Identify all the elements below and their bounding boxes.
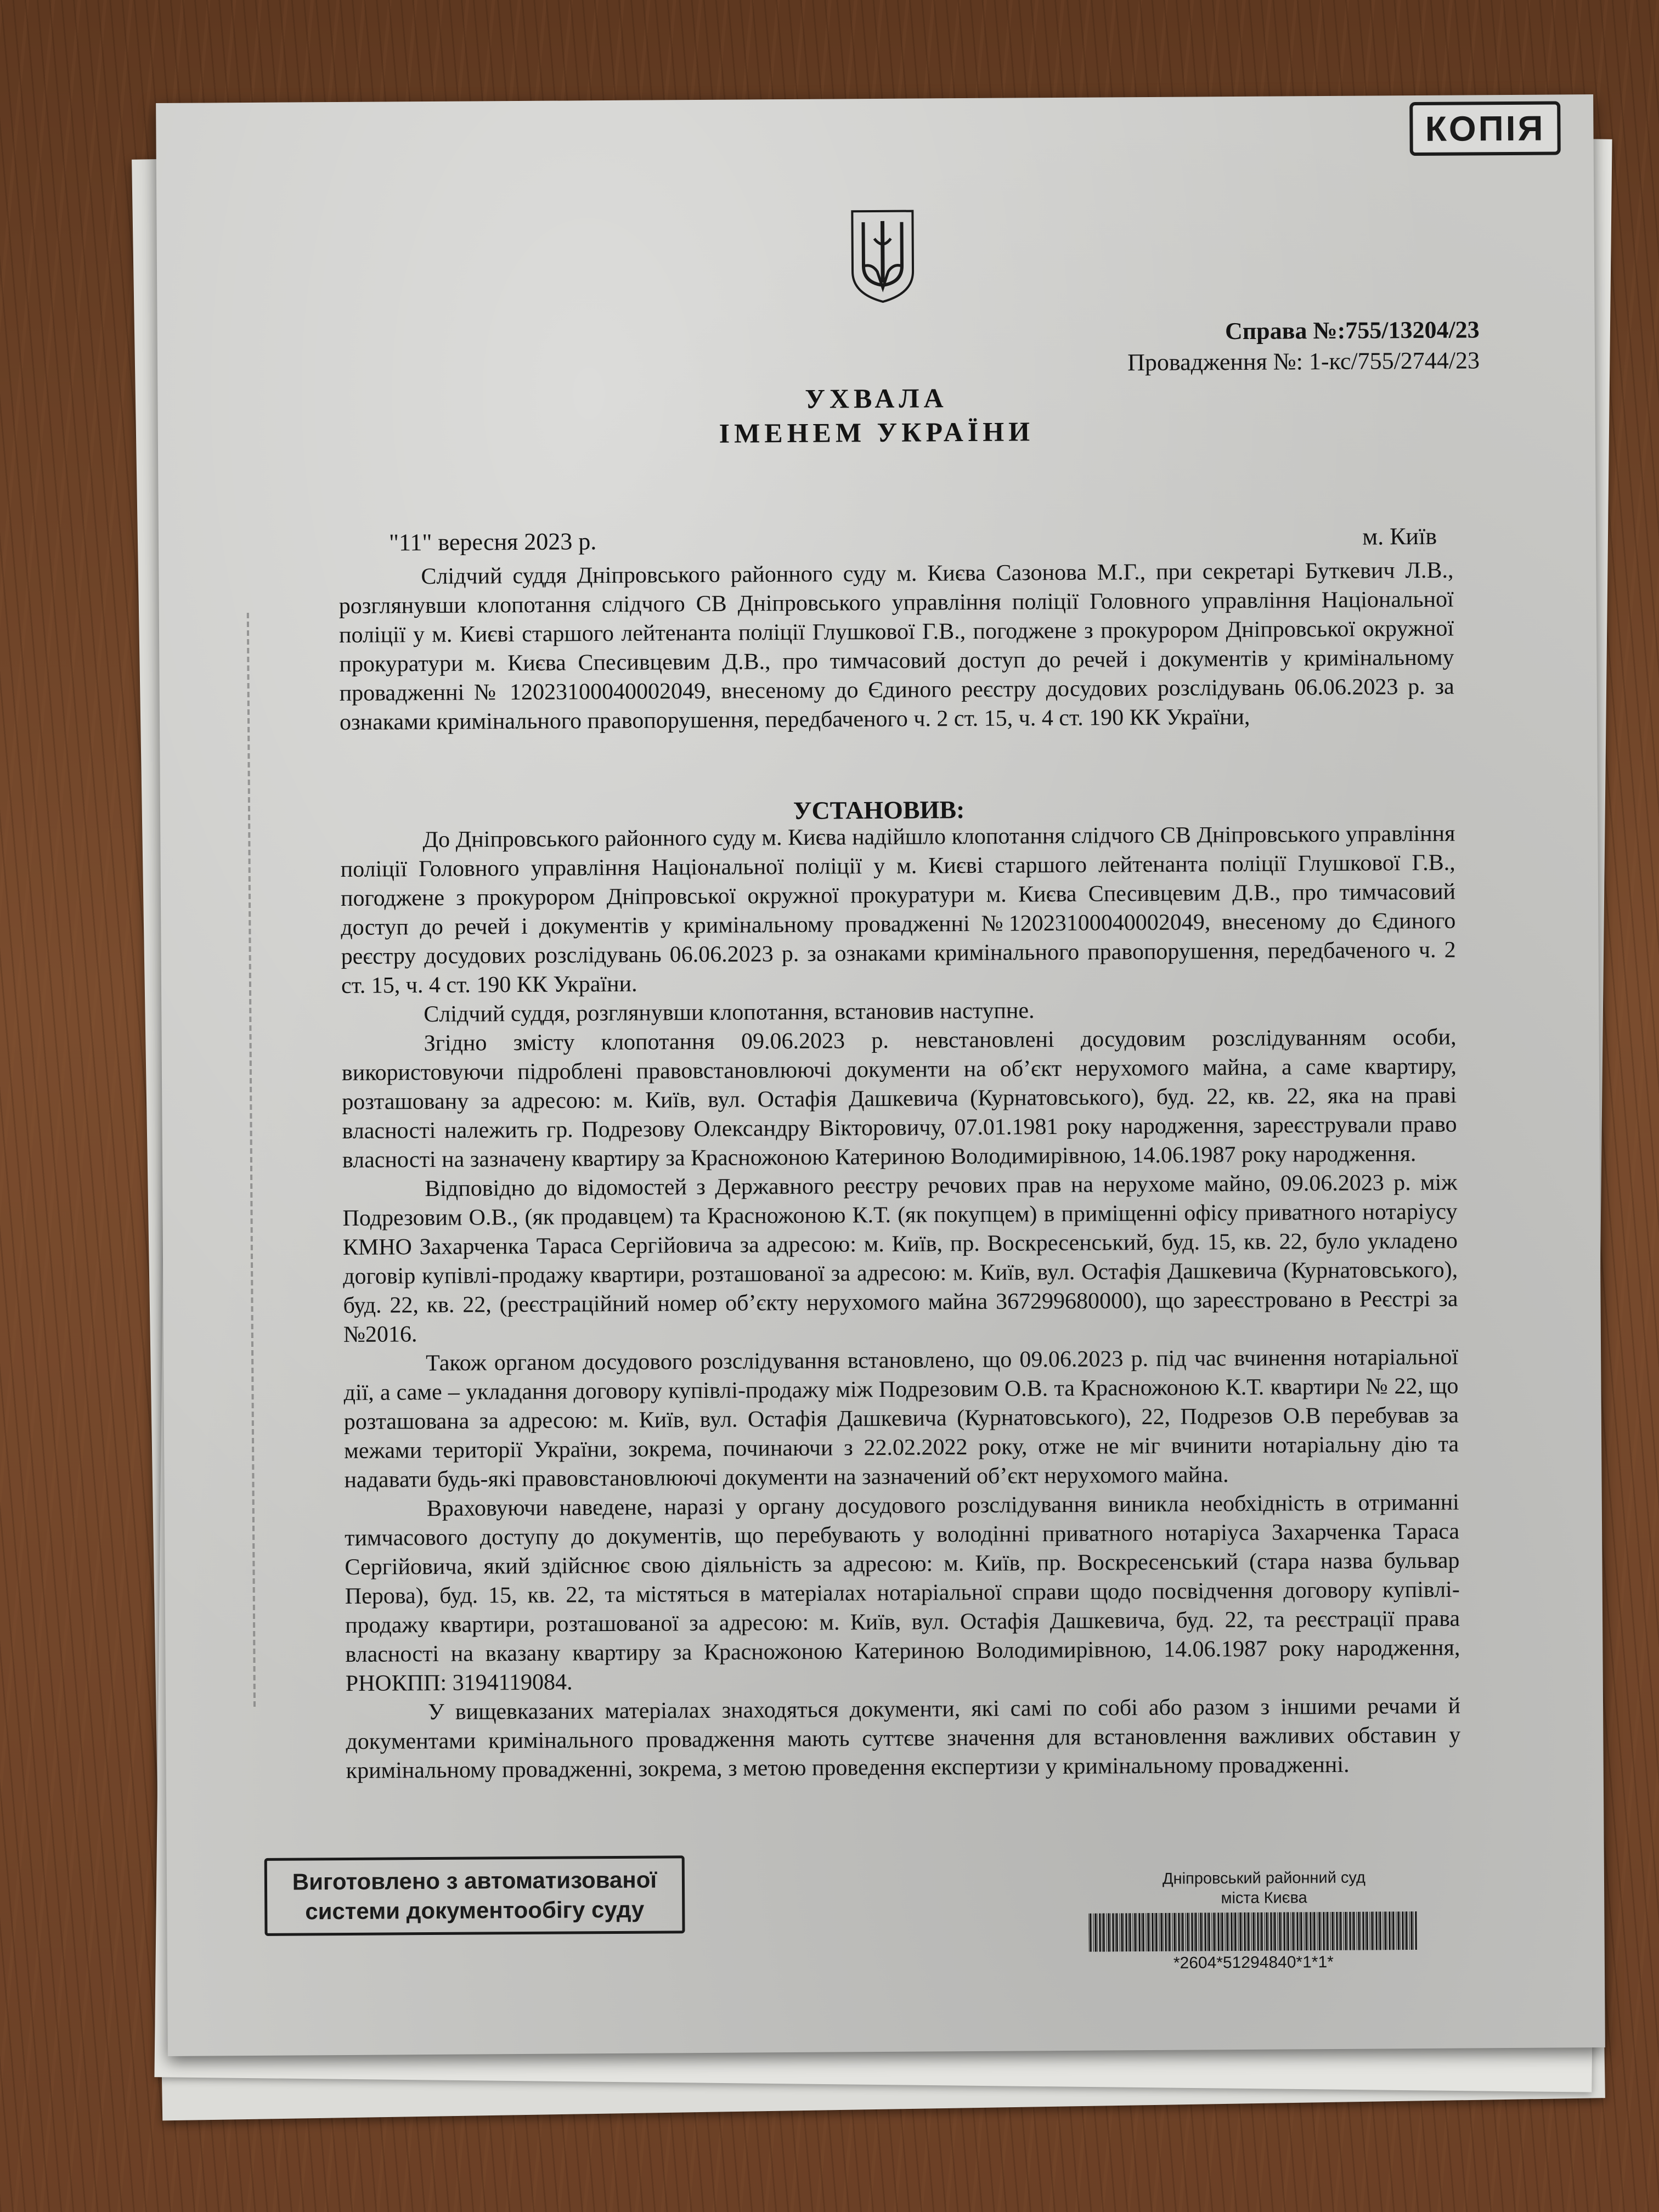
barcode-bar [1402, 1911, 1403, 1950]
document-title [157, 377, 1595, 454]
barcode-bar [1141, 1913, 1142, 1951]
barcode-bar [1204, 1912, 1206, 1951]
barcode-bar [1116, 1913, 1118, 1951]
barcode-bar [1108, 1913, 1109, 1951]
barcode-bar [1415, 1911, 1417, 1950]
barcode-bar [1406, 1911, 1407, 1950]
barcode-bar [1217, 1912, 1219, 1951]
barcode-bar [1252, 1912, 1254, 1951]
barcode-bar [1277, 1912, 1278, 1951]
barcode-bar [1389, 1911, 1390, 1950]
court-city: міста Києва [1221, 1889, 1307, 1908]
established-heading: УСТАНОВИВ: [793, 795, 965, 825]
barcode-bar [1343, 1912, 1344, 1950]
barcode-bar [1283, 1912, 1285, 1951]
court-name: Дніпровський районний суд [1162, 1869, 1366, 1888]
barcode-bar [1270, 1912, 1272, 1951]
barcode-bar [1373, 1912, 1374, 1950]
barcode-bar [1378, 1911, 1379, 1950]
barcode-bar [1349, 1912, 1351, 1950]
barcode-bar [1379, 1911, 1381, 1950]
date-line [389, 522, 1437, 557]
barcode-bar [1325, 1912, 1326, 1950]
barcode-bar [1187, 1913, 1188, 1951]
barcode-bar [1323, 1912, 1324, 1950]
barcode-bar [1305, 1912, 1307, 1950]
barcode-bar [1257, 1912, 1259, 1951]
barcode-bar [1296, 1912, 1298, 1950]
barcode-bar [1173, 1913, 1175, 1951]
barcode-bar [1233, 1912, 1234, 1951]
barcode-bar [1123, 1913, 1124, 1951]
barcode-bar [1290, 1912, 1291, 1950]
barcode-bar [1213, 1912, 1215, 1951]
barcode-bar [1125, 1913, 1127, 1951]
barcode-bar [1264, 1912, 1265, 1951]
barcode-bar [1221, 1912, 1223, 1951]
barcode-bar [1386, 1911, 1387, 1950]
barcode-bar [1138, 1913, 1140, 1951]
barcode-bar [1371, 1912, 1373, 1950]
document-city: м. Київ [1362, 522, 1437, 550]
barcode-bar [1129, 1913, 1131, 1951]
barcode-bar [1366, 1912, 1368, 1950]
barcode-bar [1215, 1912, 1216, 1951]
intro-paragraph: Слідчий суддя Дніпровського районного суду м. Києва Сазонова М.Г., при секретарі Буткевич Л.В., розглянувши клопотання слідчого СВ Дніпровського управління поліції Головного управління Національної поліції у м. Києві старшого лейтенанта поліції Глушкової Г.В., погоджене з прокурором Дніпровської окружної прокуратури м. Києва Спесивцевим Д.В., про тимчасовий доступ до речей і документів у кримінальному провадженні № 12023100040002049, внесеному до Єдиного реєстру досудових розслідувань 06.06.2023 р. за ознаками кримінального правопорушення, передбаченого ч. 2 ст. 15, ч. 4 ст. 190 КК України, [338, 557, 1454, 736]
barcode-bar [1106, 1914, 1107, 1952]
barcode-bar [1307, 1912, 1308, 1950]
barcode-bar [1152, 1913, 1153, 1951]
barcode-bar [1369, 1912, 1370, 1950]
barcode-bar [1094, 1914, 1096, 1952]
barcode-bar [1345, 1912, 1346, 1950]
barcode-bar [1281, 1912, 1282, 1951]
barcode-bar [1121, 1913, 1122, 1951]
barcode-bar [1318, 1912, 1320, 1950]
paragraph: Відповідно до відомостей з Державного реєстру речових прав на нерухоме майно, 09.06.2023 р. між Подрезовим О.В., (як продавцем) та Красножоною К.Т. (як покупцем) в приміщенні офісу приватного нотаріусу КМНО Захарченка Тараса Сергійовича за адресою: м. Київ, пр. Воскресенський, буд. 15, кв. 22, було укладено договір купівлі-продажу квартири, розташованої за адресою: м. Київ, вул. Остафія Дашкевича (Курнатовського), буд. 22, кв. 22, (реєстраційний номер об’єкту нерухомого майна 367299680000), що зареєстровано в Реєстрі за №2016. [342, 1170, 1458, 1347]
barcode-bar [1154, 1913, 1155, 1951]
intro-section [338, 556, 1454, 737]
barcode-bar [1134, 1913, 1136, 1951]
barcode-bar [1266, 1912, 1267, 1951]
barcode-bar [1149, 1913, 1150, 1951]
barcode-bar [1185, 1913, 1186, 1951]
barcode-bar [1404, 1911, 1405, 1950]
barcode-bar [1112, 1913, 1114, 1951]
barcode-bar [1165, 1913, 1166, 1951]
barcode-bar [1410, 1911, 1412, 1950]
barcode-bar [1195, 1913, 1197, 1951]
barcode-bar [1327, 1912, 1328, 1950]
title-line-2: ІМЕНЕМ УКРАЇНИ [719, 416, 1035, 449]
barcode-bar [1099, 1914, 1101, 1952]
barcode-bar [1274, 1912, 1276, 1951]
paragraph: У вищевказаних матеріалах знаходяться документи, які самі по собі або разом з іншими речами й документами кримінального провадження мають суттєве значення для встановлення важливих обставин у кримінальному провадженні, зокрема, з метою проведення експертизи у кримінальному провадженні. [346, 1693, 1461, 1784]
title-line-1: УХВАЛА [805, 382, 948, 414]
case-info [1127, 314, 1480, 378]
barcode-bar [1191, 1913, 1193, 1951]
paragraph: Також органом досудового розслідування встановлено, що 09.06.2023 р. під час вчинення нотаріальної дії, а саме – укладання договору купівлі-продажу між Подрезовим О.В. та Красножоною К.Т. квартири № 22, що розташована за адресою: м. Київ, вул. Остафія Дашкевича (Курнатовського), 22, Подрезов О.В перебував за межами території України, зокрема, починаючи з 22.02.2022 року, отже не міг вчинити нотаріальну дію та надавати будь-які правовстановлюючі документи на зазначений об’єкт нерухомого майна. [343, 1344, 1459, 1493]
barcode-bar [1160, 1913, 1162, 1951]
case-number: Справа №:755/13204/23 [1224, 316, 1480, 345]
barcode-bar [1313, 1912, 1315, 1950]
barcode-bar [1279, 1912, 1280, 1951]
barcode-bar [1246, 1912, 1247, 1951]
paragraph: До Дніпровського районного суду м. Києва надійшло клопотання слідчого СВ Дніпровського управління поліції Головного управління Національної поліції у м. Києві старшого лейтенанта поліції Глушкової Г.В., погоджене з прокурором Дніпровської окружної прокуратури м. Києва Спесивцевим Д.В., про тимчасовий доступ до речей і документів у кримінальному провадженні №12023100040002049, внесеному до Єдиного реєстру досудових розслідувань 06.06.2023 р. за ознаками кримінального правопорушення, передбаченого ч. 2 ст. 15, ч. 4 ст. 190 КК України. [340, 821, 1456, 999]
barcode-bar [1299, 1912, 1300, 1950]
paragraph: Враховуючи наведене, наразі у органу досудового розслідування виникла необхідність в отриманні тимчасового доступу до документів, що перебувають у володінні приватного нотаріуса Захарченка Тараса Сергійовича, який здійснює свою діяльність за адресою: м. Київ, пр. Воскресенський (стара назва бульвар Перова), буд. 15, кв. 22, та містяться в матеріалах нотаріальної справи щодо посвідчення договору купівлі-продажу квартири, розташованої за адресою: м. Київ, вул. Остафія Дашкевича, буд. 22, та реєстрації права власності на вказану квартиру за Красножоною Катериною Володимирівною, 14.06.1987 року народження, РНОКПП: 3194119084. [344, 1489, 1460, 1696]
copy-stamp: КОПІЯ [1410, 101, 1561, 156]
court-footer [1072, 1867, 1456, 1909]
barcode-number: *2604*51294840*1*1* [1173, 1953, 1334, 1972]
barcode-bar [1136, 1913, 1137, 1951]
barcode-bar [1211, 1912, 1212, 1951]
barcode-bar [1312, 1912, 1313, 1950]
barcode-bar [1090, 1914, 1091, 1952]
barcode-bar [1261, 1912, 1262, 1951]
barcode-bar [1208, 1912, 1210, 1951]
barcode-bar [1356, 1912, 1357, 1950]
barcode-bar [1391, 1911, 1392, 1950]
main-section [340, 820, 1461, 1786]
barcode-bar [1142, 1913, 1144, 1951]
barcode-bar [1198, 1912, 1199, 1951]
barcode-bar [1182, 1913, 1183, 1951]
barcode-bar [1336, 1912, 1338, 1950]
barcode-bar [1178, 1913, 1180, 1951]
barcode-bar [1397, 1911, 1399, 1950]
paragraph: Слідчий суддя, розглянувши клопотання, встановив наступне. [424, 998, 1035, 1028]
paragraph: Згідно змісту клопотання 09.06.2023 р. невстановлені досудовим розслідуванням особи, використовуючи підроблені правовстановлюючі документи на об’єкт нерухомого майна, а саме квартиру, розташовану за адресою: м. Київ, вул. Остафія Дашкевича (Курнатовського), буд. 22, кв. 22, яка на праві власності належить гр. Подрезову Олександру Вікторовичу, 07.01.1981 року народження, зареєстрували право власності на зазначену квартиру за Красножоною Катериною Володимирівною, 14.06.1987 року народження. [341, 1024, 1457, 1173]
barcode-bar [1220, 1912, 1221, 1951]
barcode-bar [1228, 1912, 1229, 1951]
barcode-bar [1292, 1912, 1294, 1950]
document-page [156, 94, 1605, 2056]
barcode-bar [1340, 1912, 1341, 1950]
auto-stamp-line-1: Виготовлено з автоматизованої [292, 1866, 657, 1895]
barcode-bar [1384, 1911, 1386, 1950]
barcode-bar [1200, 1912, 1201, 1951]
barcode-bar [1362, 1912, 1364, 1950]
trident-emblem-icon [847, 206, 918, 305]
staple-line [247, 613, 256, 1710]
barcode-bar [1234, 1912, 1236, 1951]
barcode-bar [1360, 1912, 1361, 1950]
barcode-bar [1300, 1912, 1302, 1950]
barcode-icon [1088, 1911, 1418, 1952]
barcode-bar [1375, 1911, 1377, 1950]
auto-system-stamp [264, 1855, 685, 1936]
barcode-bar [1294, 1912, 1295, 1950]
barcode-bar [1155, 1913, 1157, 1951]
barcode-bar [1167, 1913, 1168, 1951]
barcode-bar [1353, 1912, 1355, 1950]
barcode-bar [1224, 1912, 1225, 1951]
barcode-bar [1244, 1912, 1245, 1951]
barcode-bar [1392, 1911, 1394, 1950]
barcode-bar [1331, 1912, 1333, 1950]
barcode-bar [1103, 1914, 1104, 1952]
barcode-bar [1132, 1913, 1133, 1951]
barcode-bar [1088, 1914, 1089, 1952]
proceeding-number: Провадження №: 1-кс/755/2744/23 [1127, 347, 1480, 376]
barcode-bar [1147, 1913, 1149, 1951]
barcode-bar [1231, 1912, 1232, 1951]
barcode-bar [1119, 1913, 1120, 1951]
barcode-bar [1169, 1913, 1170, 1951]
barcode-bar [1226, 1912, 1228, 1951]
barcode-bar [1239, 1912, 1241, 1951]
barcode-bar [1248, 1912, 1249, 1951]
barcode-bar [1287, 1912, 1289, 1950]
barcode-bar [1358, 1912, 1359, 1950]
barcode-bar [1310, 1912, 1311, 1950]
barcode-bar [1202, 1912, 1203, 1951]
auto-stamp-line-2: системи документообігу суду [305, 1896, 645, 1925]
document-date: "11" вересня 2023 р. [388, 528, 597, 556]
